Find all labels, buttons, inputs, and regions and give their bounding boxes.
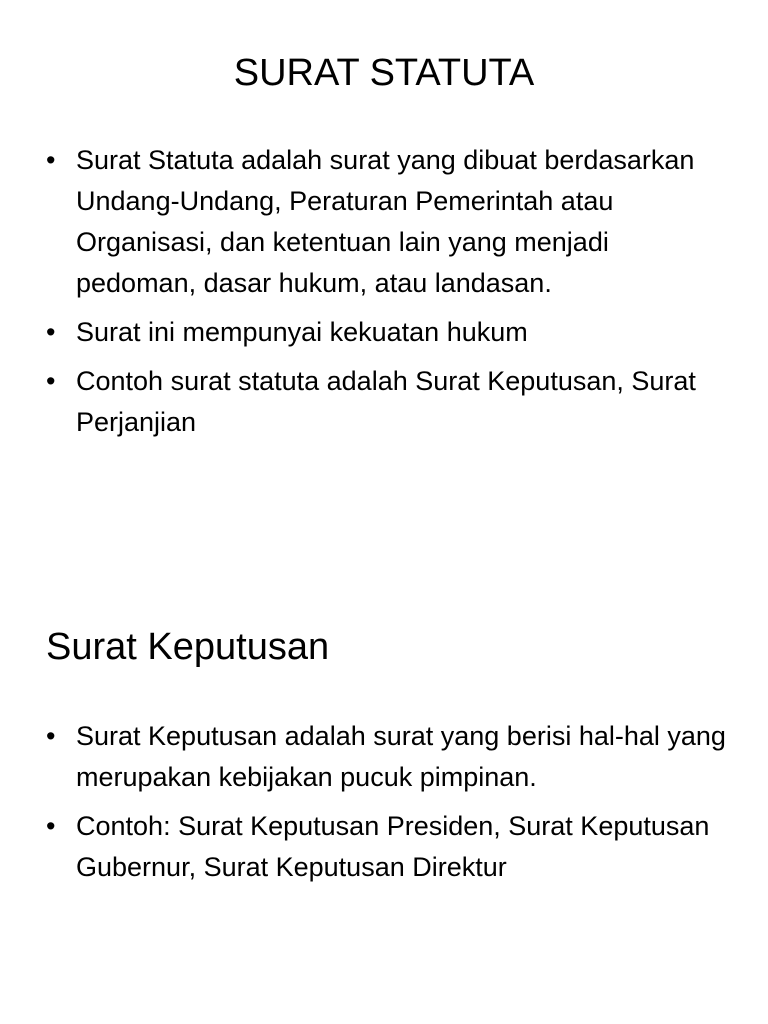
slide-title: SURAT STATUTA: [233, 52, 535, 94]
bullet-item: [46, 312, 726, 353]
bullet-item: [46, 361, 726, 443]
bullet-item: [46, 140, 726, 304]
bullet-icon: •: [46, 317, 56, 347]
slide-surat-keputusan: [0, 512, 768, 1024]
bullet-icon: •: [46, 145, 56, 175]
bullet-text: Contoh surat statuta adalah Surat Keputusan, Surat Perjanjian: [76, 366, 696, 437]
bullet-text: Surat Statuta adalah surat yang dibuat berdasarkan Undang-Undang, Peraturan Pemerintah atau Organisasi, dan ketentuan lain yang menjadi pedoman, dasar hukum, atau landasan.: [76, 145, 695, 298]
bullet-text: Surat Keputusan adalah surat yang berisi hal-hal yang merupakan kebijakan pucuk pimpinan.: [76, 721, 726, 792]
bullet-text: Surat ini mempunyai kekuatan hukum: [76, 317, 528, 347]
bullet-item: [46, 716, 726, 798]
bullet-list: [46, 140, 726, 451]
bullet-item: [46, 806, 726, 888]
bullet-text: Contoh: Surat Keputusan Presiden, Surat Keputusan Gubernur, Surat Keputusan Direktur: [76, 811, 710, 882]
bullet-icon: •: [46, 721, 56, 751]
slide-title: Surat Keputusan: [46, 626, 330, 668]
bullet-icon: •: [46, 366, 56, 396]
bullet-list: [46, 716, 726, 896]
bullet-icon: •: [46, 811, 56, 841]
